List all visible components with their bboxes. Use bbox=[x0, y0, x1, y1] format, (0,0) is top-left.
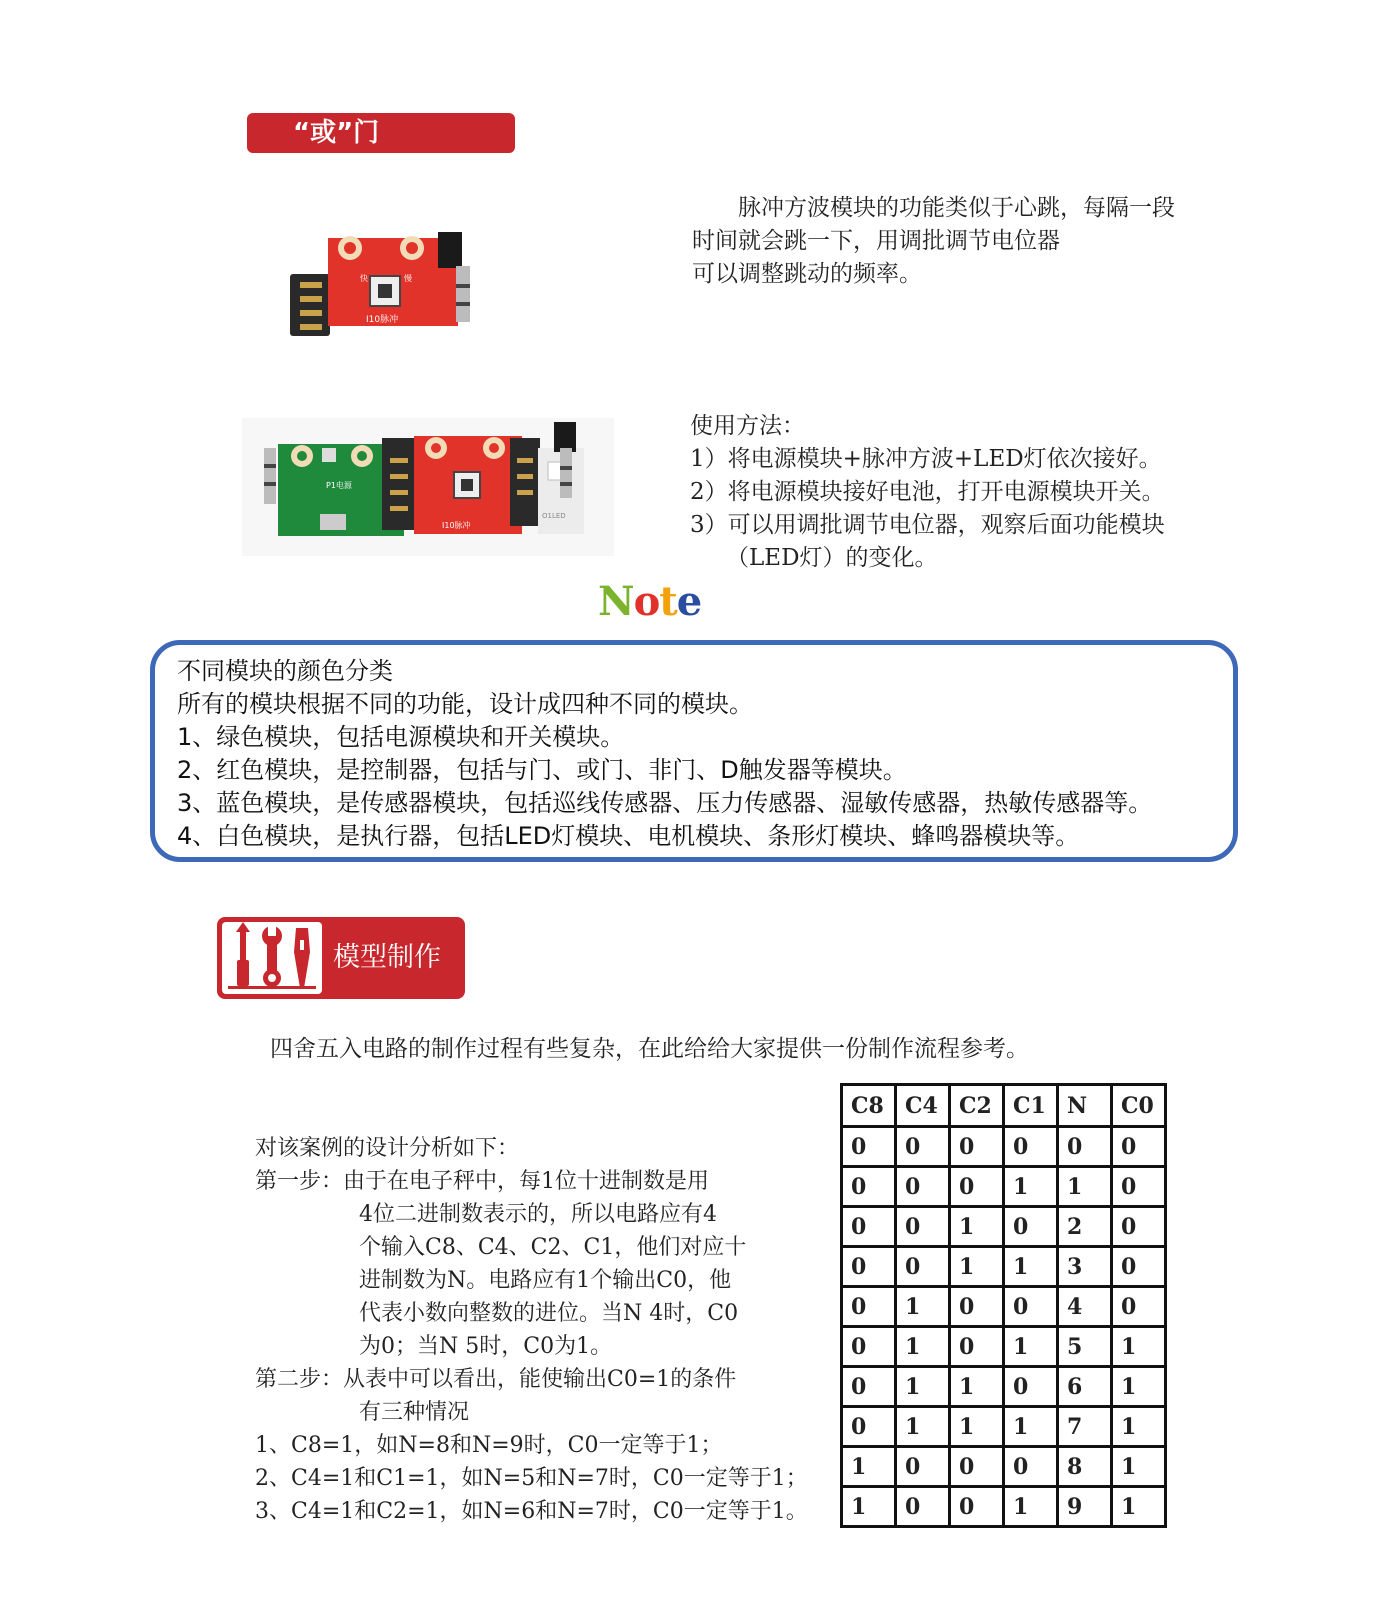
table-cell: 0 bbox=[842, 1127, 896, 1167]
note-line-1: 不同模块的颜色分类 bbox=[177, 657, 393, 685]
table-cell: 0 bbox=[950, 1327, 1004, 1367]
table-cell: 5 bbox=[1058, 1327, 1112, 1367]
table-header-row bbox=[842, 1085, 1166, 1127]
pcb-label-slow: 慢 bbox=[404, 274, 412, 283]
table-row bbox=[842, 1447, 1166, 1487]
table-row bbox=[842, 1487, 1166, 1527]
header-c8: C8 bbox=[842, 1085, 896, 1127]
table-cell: 2 bbox=[1058, 1207, 1112, 1247]
header-c0: C0 bbox=[1112, 1085, 1166, 1127]
table-cell: 1 bbox=[1004, 1407, 1058, 1447]
note-letter-t: t bbox=[659, 578, 677, 625]
table-cell: 1 bbox=[1004, 1327, 1058, 1367]
desc-line-1: 脉冲方波模块的功能类似于心跳，每隔一段 bbox=[738, 195, 1175, 221]
analysis-line: 对该案例的设计分析如下： bbox=[255, 1136, 520, 1161]
table-cell: 0 bbox=[1004, 1127, 1058, 1167]
table-cell: 1 bbox=[896, 1407, 950, 1447]
table-cell: 0 bbox=[896, 1487, 950, 1527]
table-cell: 0 bbox=[1112, 1167, 1166, 1207]
table-cell: 1 bbox=[1112, 1447, 1166, 1487]
table-cell: 1 bbox=[1058, 1167, 1112, 1207]
header-n: N bbox=[1058, 1085, 1112, 1127]
pcb-label-pulse: I10脉冲 bbox=[442, 521, 471, 530]
analysis-line: 个输入C8、C4、C2、C1，他们对应十 bbox=[359, 1235, 747, 1260]
table-cell: 0 bbox=[1112, 1247, 1166, 1287]
table-cell: 0 bbox=[842, 1367, 896, 1407]
table-cell: 1 bbox=[896, 1327, 950, 1367]
section-title: “或”门 bbox=[293, 118, 380, 148]
table-cell: 0 bbox=[1112, 1207, 1166, 1247]
module-description bbox=[692, 192, 1252, 291]
table-cell: 1 bbox=[1112, 1407, 1166, 1447]
table-cell: 0 bbox=[950, 1287, 1004, 1327]
analysis-line: 有三种情况 bbox=[359, 1400, 470, 1425]
pcb-label-fast: 快 bbox=[360, 274, 368, 283]
note-line-3: 1、绿色模块，包括电源模块和开关模块。 bbox=[177, 723, 625, 751]
table-cell: 0 bbox=[1112, 1127, 1166, 1167]
table-cell: 0 bbox=[842, 1287, 896, 1327]
table-cell: 1 bbox=[896, 1287, 950, 1327]
pulse-module-photo bbox=[288, 226, 488, 348]
desc-line-2: 时间就会跳一下，用调批调节电位器 bbox=[692, 228, 1060, 254]
usage-step-3-cont: （LED灯）的变化。 bbox=[726, 545, 938, 571]
table-row bbox=[842, 1247, 1166, 1287]
analysis-line: 第一步：由于在电子秤中，每1位十进制数是用 bbox=[255, 1169, 709, 1194]
note-letter-n: N bbox=[598, 578, 634, 625]
table-cell: 1 bbox=[1112, 1487, 1166, 1527]
table-row bbox=[842, 1287, 1166, 1327]
note-letter-e: e bbox=[676, 578, 702, 625]
desc-line-3: 可以调整跳动的频率。 bbox=[692, 261, 922, 287]
table-cell: 1 bbox=[1112, 1327, 1166, 1367]
tools-icon bbox=[222, 922, 322, 994]
analysis-line: 3、C4=1和C2=1，如N=6和N=7时，C0一定等于1。 bbox=[255, 1499, 808, 1524]
table-cell: 4 bbox=[1058, 1287, 1112, 1327]
note-line-6: 4、白色模块，是执行器，包括LED灯模块、电机模块、条形灯模块、蜂鸣器模块等。 bbox=[177, 822, 1080, 850]
table-cell: 0 bbox=[1058, 1127, 1112, 1167]
table-cell: 0 bbox=[1112, 1287, 1166, 1327]
assembled-modules-photo bbox=[242, 418, 614, 556]
table-cell: 0 bbox=[950, 1487, 1004, 1527]
table-cell: 0 bbox=[842, 1207, 896, 1247]
table-cell: 0 bbox=[842, 1247, 896, 1287]
usage-step-3: 3）可以用调批调节电位器，观察后面功能模块 bbox=[690, 512, 1165, 538]
table-cell: 6 bbox=[1058, 1367, 1112, 1407]
note-box bbox=[150, 640, 1238, 862]
table-cell: 3 bbox=[1058, 1247, 1112, 1287]
note-line-5: 3、蓝色模块，是传感器模块，包括巡线传感器、压力传感器、湿敏传感器，热敏传感器等。 bbox=[177, 789, 1153, 817]
table-cell: 0 bbox=[896, 1247, 950, 1287]
table-row bbox=[842, 1327, 1166, 1367]
analysis-line: 代表小数向整数的进位。当N 4时，C0 bbox=[359, 1301, 739, 1326]
header-c4: C4 bbox=[896, 1085, 950, 1127]
pcb-label-led: O1LED bbox=[542, 512, 566, 520]
table-cell: 1 bbox=[950, 1407, 1004, 1447]
analysis-line: 第二步：从表中可以看出，能使输出C0=1的条件 bbox=[255, 1367, 737, 1392]
table-cell: 1 bbox=[842, 1487, 896, 1527]
table-cell: 0 bbox=[950, 1167, 1004, 1207]
table-cell: 8 bbox=[1058, 1447, 1112, 1487]
table-cell: 7 bbox=[1058, 1407, 1112, 1447]
table-cell: 0 bbox=[950, 1127, 1004, 1167]
design-analysis bbox=[255, 1132, 825, 1528]
section-title-model: 模型制作 bbox=[333, 942, 441, 973]
table-row bbox=[842, 1407, 1166, 1447]
table-row bbox=[842, 1167, 1166, 1207]
truth-table bbox=[840, 1083, 1167, 1528]
table-cell: 1 bbox=[896, 1367, 950, 1407]
table-cell: 9 bbox=[1058, 1487, 1112, 1527]
table-cell: 1 bbox=[1004, 1247, 1058, 1287]
table-cell: 1 bbox=[950, 1207, 1004, 1247]
pcb-label-power: P1电源 bbox=[326, 481, 352, 490]
section-header-or-gate bbox=[247, 113, 515, 153]
table-cell: 0 bbox=[1004, 1287, 1058, 1327]
table-row bbox=[842, 1367, 1166, 1407]
note-letter-o: o bbox=[633, 578, 660, 625]
usage-step-2: 2）将电源模块接好电池，打开电源模块开关。 bbox=[690, 479, 1165, 505]
analysis-line: 4位二进制数表示的，所以电路应有4 bbox=[359, 1202, 717, 1227]
table-row bbox=[842, 1207, 1166, 1247]
table-cell: 0 bbox=[842, 1407, 896, 1447]
table-cell: 1 bbox=[1112, 1367, 1166, 1407]
table-cell: 1 bbox=[950, 1367, 1004, 1407]
analysis-line: 为0；当N 5时，C0为1。 bbox=[359, 1334, 613, 1359]
analysis-line: 进制数为N。电路应有1个输出C0，他 bbox=[359, 1268, 732, 1293]
table-cell: 0 bbox=[1004, 1447, 1058, 1487]
table-cell: 0 bbox=[896, 1447, 950, 1487]
table-cell: 0 bbox=[842, 1167, 896, 1207]
table-cell: 1 bbox=[1004, 1487, 1058, 1527]
header-c1: C1 bbox=[1004, 1085, 1058, 1127]
analysis-line: 1、C8=1，如N=8和N=9时，C0一定等于1； bbox=[255, 1433, 723, 1458]
table-cell: 0 bbox=[896, 1167, 950, 1207]
table-cell: 0 bbox=[1004, 1367, 1058, 1407]
table-cell: 1 bbox=[842, 1447, 896, 1487]
table-cell: 0 bbox=[1004, 1207, 1058, 1247]
analysis-line: 2、C4=1和C1=1，如N=5和N=7时，C0一定等于1； bbox=[255, 1466, 808, 1491]
note-line-2: 所有的模块根据不同的功能，设计成四种不同的模块。 bbox=[177, 690, 753, 718]
header-c2: C2 bbox=[950, 1085, 1004, 1127]
table-row bbox=[842, 1127, 1166, 1167]
usage-title: 使用方法： bbox=[690, 413, 805, 439]
table-cell: 0 bbox=[896, 1207, 950, 1247]
table-cell: 0 bbox=[842, 1327, 896, 1367]
table-cell: 0 bbox=[896, 1127, 950, 1167]
usage-step-1: 1）将电源模块+脉冲方波+LED灯依次接好。 bbox=[690, 446, 1162, 472]
usage-instructions bbox=[690, 410, 1250, 575]
section-header-model-making bbox=[217, 917, 465, 999]
note-line-4: 2、红色模块，是控制器，包括与门、或门、非门、D触发器等模块。 bbox=[177, 756, 907, 784]
pcb-label-name: I10脉冲 bbox=[366, 315, 399, 325]
note-logo bbox=[598, 580, 701, 624]
intro-line: 四舍五入电路的制作过程有些复杂，在此给给大家提供一份制作流程参考。 bbox=[270, 1036, 1029, 1062]
table-cell: 1 bbox=[950, 1247, 1004, 1287]
table-cell: 1 bbox=[1004, 1167, 1058, 1207]
table-cell: 0 bbox=[950, 1447, 1004, 1487]
